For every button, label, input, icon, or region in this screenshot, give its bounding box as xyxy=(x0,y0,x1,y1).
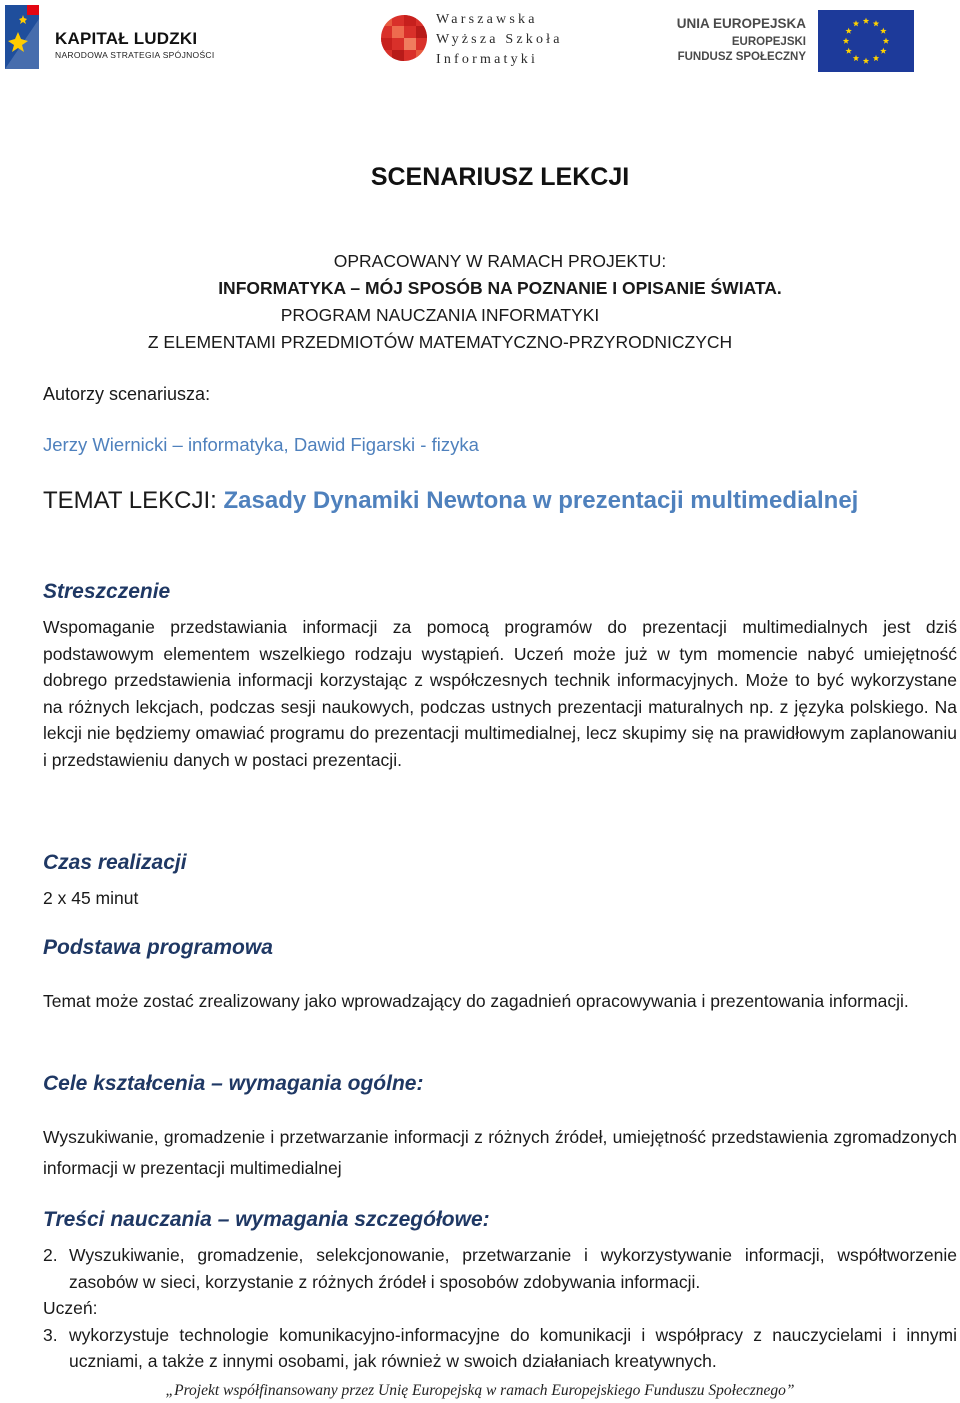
kapital-ludzki-logo xyxy=(5,5,215,71)
wwsi-line-2: Wyższa Szkoła xyxy=(436,32,563,47)
wwsi-logo xyxy=(380,10,565,70)
eu-line-3: FUNDUSZ SPOŁECZNY xyxy=(677,51,806,63)
kapital-ludzki-mark-icon xyxy=(5,5,39,69)
project-line-4: Z ELEMENTAMI PRZEDMIOTÓW MATEMATYCZNO-PRZYRODNICZYCH xyxy=(147,332,733,352)
content-list xyxy=(43,1242,957,1375)
list-item xyxy=(43,1322,957,1375)
content-heading: Treści nauczania – wymagania szczegółowe: xyxy=(43,1208,490,1231)
list-item xyxy=(43,1242,957,1295)
eu-line-2: EUROPEJSKI xyxy=(731,36,806,48)
lesson-topic-value: Zasady Dynamiki Newtona w prezentacji multimedialnej xyxy=(223,487,859,514)
lesson-topic-label: TEMAT LEKCJI: xyxy=(43,487,224,514)
kapital-ludzki-title: KAPITAŁ LUDZKI xyxy=(55,29,198,48)
duration-heading: Czas realizacji xyxy=(43,851,187,874)
wwsi-mark-icon xyxy=(380,14,428,62)
goals-heading: Cele kształcenia – wymagania ogólne: xyxy=(43,1072,424,1095)
kapital-ludzki-subtitle: NARODOWA STRATEGIA SPÓJNOŚCI xyxy=(55,50,215,60)
eu-logo xyxy=(676,10,916,72)
summary-text: Wspomaganie przedstawiania informacji za pomocą programów do prezentacji multimedialnych jest dziś podstawowym elementem wszelkiego rodzaju wystąpień. Uczeń może już w tym momencie nabyć umiejętność dobrego przedstawienia informacji korzystając z współczesnych technik informacyjnych. Może to być wykorzystane na różnych lekcjach, podczas sesji naukowych, podczas ustnych prezentacji maturalnych np. z języka polskiego. Na lekcji nie będziemy omawiać programu do prezentacji multimedialnej, lecz skupimy się na prawidłowym zaplanowaniu i przedstawieniu danych w postaci prezentacji. xyxy=(43,617,957,770)
eu-line-1: UNIA EUROPEJSKA xyxy=(676,16,806,31)
list-item-number: 3. xyxy=(43,1324,58,1345)
lesson-topic xyxy=(43,487,858,515)
list-item-text: Wyszukiwanie, gromadzenie, selekcjonowanie, przetwarzanie i wykorzystywanie informacji, współtworzenie zasobów w sieci, korzystanie z różnych źródeł i sposobów zdobywania informacji. xyxy=(69,1245,957,1292)
list-item-number: 2. xyxy=(43,1245,58,1265)
project-line-2: INFORMATYKA – MÓJ SPOSÓB NA POZNANIE I OPISANIE ŚWIATA. xyxy=(218,278,782,298)
eu-flag-icon xyxy=(818,10,914,72)
wwsi-line-1: Warszawska xyxy=(436,12,538,27)
basis-heading: Podstawa programowa xyxy=(43,936,273,959)
student-label: Uczeń: xyxy=(43,1298,98,1318)
page-title: SCENARIUSZ LEKCJI xyxy=(370,163,630,191)
basis-text: Temat może zostać zrealizowany jako wprowadzający do zagadnień opracowywania i prezentowania informacji. xyxy=(43,991,909,1011)
project-line-1: OPRACOWANY W RAMACH PROJEKTU: xyxy=(333,251,667,271)
wwsi-line-3: Informatyki xyxy=(436,52,539,67)
summary-heading: Streszczenie xyxy=(43,580,171,603)
project-line-3: PROGRAM NAUCZANIA INFORMATYKI xyxy=(280,305,600,325)
footer-note: „Projekt współfinansowany przez Unię Europejską w ramach Europejskiego Funduszu Społecznego” xyxy=(165,1382,795,1399)
duration-text: 2 x 45 minut xyxy=(43,888,139,908)
authors-label: Autorzy scenariusza: xyxy=(43,384,211,404)
list-item-text: wykorzystuje technologie komunikacyjno-informacyjne do komunikacji i współpracy z nauczycielami i innymi uczniami, a także z innymi osobami, jak również w swoich działaniach kreatywnych. xyxy=(69,1324,957,1371)
goals-text: Wyszukiwanie, gromadzenie i przetwarzanie informacji z różnych źródeł, umiejętność przedstawienia zgromadzonych informacji w prezentacji multimedialnej xyxy=(43,1127,957,1178)
authors: Jerzy Wiernicki – informatyka, Dawid Figarski - fizyka xyxy=(43,434,479,455)
